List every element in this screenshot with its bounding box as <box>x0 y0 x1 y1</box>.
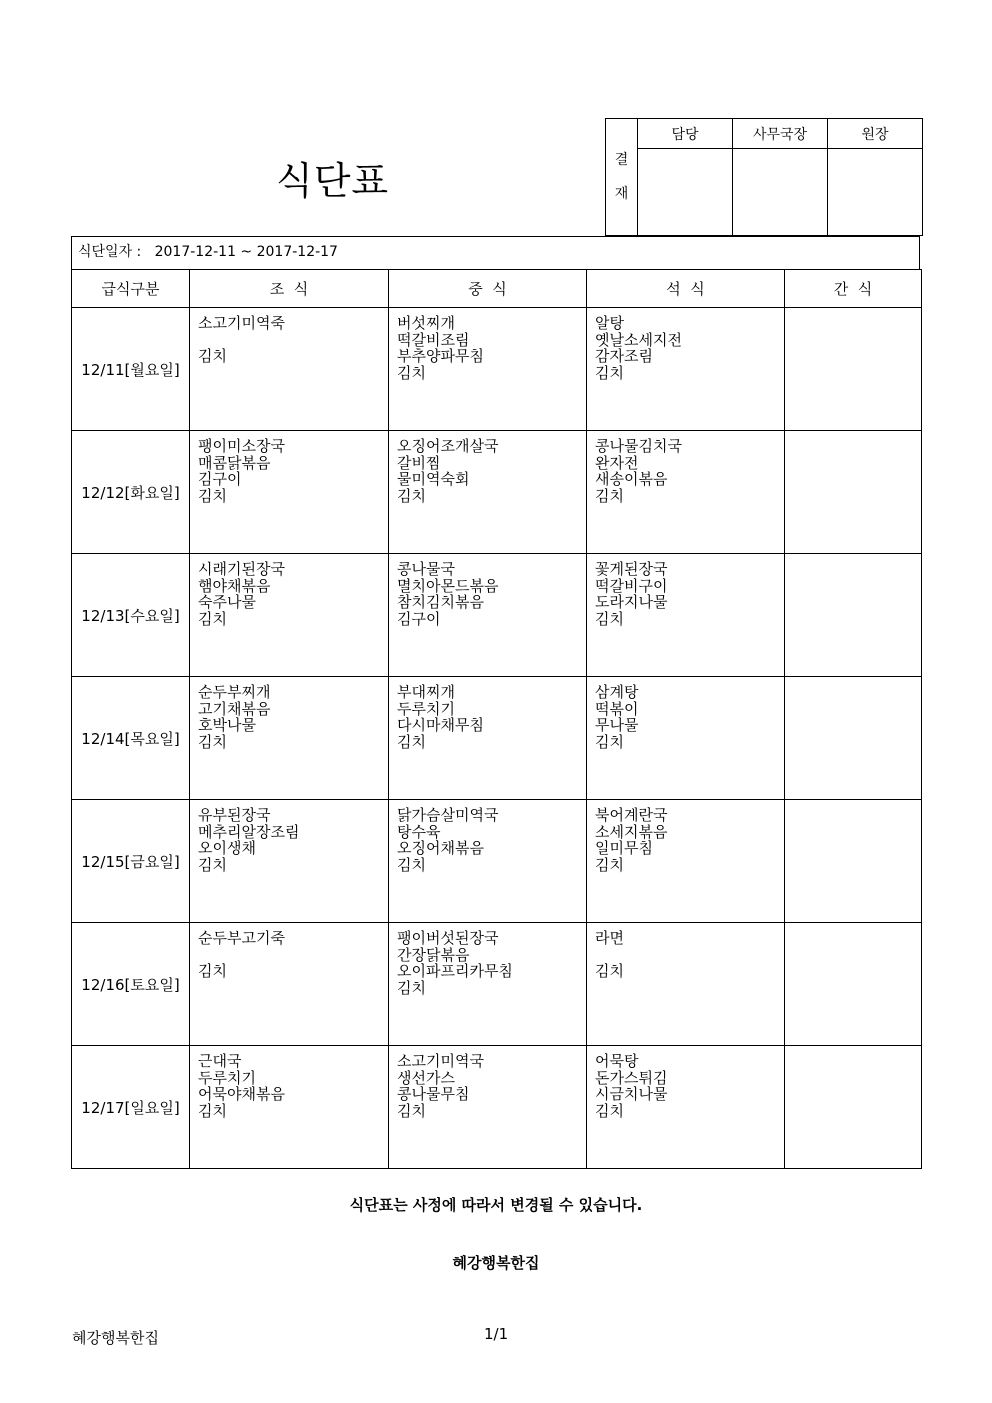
breakfast-cell <box>190 431 389 554</box>
menu-item: 멸치아몬드볶음 <box>397 576 499 595</box>
menu-item: 김치 <box>397 486 426 505</box>
menu-item: 떡갈비구이 <box>595 576 668 595</box>
breakfast-cell <box>190 923 389 1046</box>
lunch-cell <box>389 923 587 1046</box>
menu-item: 김치 <box>198 1101 227 1120</box>
menu-item: 오징어채볶음 <box>397 839 484 857</box>
menu-item: 소고기미역국 <box>397 1052 484 1070</box>
menu-item: 김치 <box>595 855 624 874</box>
menu-item: 김치 <box>397 978 426 997</box>
menu-item: 시래기된장국 <box>198 560 285 578</box>
menu-item: 호박나물 <box>198 716 256 734</box>
menu-item: 팽이미소장국 <box>198 437 285 455</box>
menu-item: 근대국 <box>198 1052 242 1070</box>
menu-item: 김치 <box>595 363 624 382</box>
menu-item: 떡볶이 <box>595 699 639 718</box>
approval-side-label <box>606 119 638 236</box>
menu-item: 김치 <box>397 363 426 382</box>
menu-item: 어묵야채볶음 <box>198 1085 285 1103</box>
table-row <box>72 308 922 431</box>
menu-item: 김치 <box>595 732 624 751</box>
approval-role-director: 원장 <box>828 119 923 149</box>
menu-item: 부추양파무침 <box>397 347 484 365</box>
menu-item: 다시마채무침 <box>397 716 484 734</box>
day-label: 12/12[화요일] <box>72 431 190 554</box>
menu-item: 콩나물무침 <box>397 1085 470 1103</box>
dinner-cell <box>587 677 785 800</box>
table-row <box>72 431 922 554</box>
snack-cell <box>785 308 922 431</box>
menu-item: 무나물 <box>595 716 639 734</box>
menu-item: 김치 <box>198 609 227 628</box>
menu-item: 소고기미역죽 <box>198 314 285 332</box>
menu-item: 순두부찌개 <box>198 683 271 701</box>
menu-item: 두루치기 <box>198 1068 256 1087</box>
menu-item: 김구이 <box>397 609 441 628</box>
organization-name: 혜강행복한집 <box>452 1254 540 1272</box>
approval-box <box>605 118 923 236</box>
approval-sign-director <box>828 149 923 236</box>
menu-item: 삼계탕 <box>595 683 639 701</box>
page-title: 식단표 <box>276 159 390 203</box>
dinner-cell <box>587 1046 785 1169</box>
menu-item: 라면 <box>595 929 624 947</box>
snack-cell <box>785 800 922 923</box>
menu-item <box>198 332 388 349</box>
day-label: 12/14[목요일] <box>72 677 190 800</box>
menu-item: 유부된장국 <box>198 806 271 824</box>
lunch-cell <box>389 554 587 677</box>
menu-item: 김치 <box>198 347 227 365</box>
menu-item: 김치 <box>198 486 227 505</box>
date-range: 식단일자 : 2017-12-11 ~ 2017-12-17 <box>71 236 920 269</box>
footer-page-number: 1/1 <box>484 1325 509 1343</box>
menu-item: 콩나물국 <box>397 560 455 578</box>
menu-item: 콩나물김치국 <box>595 437 682 455</box>
approval-role-secretary: 사무국장 <box>733 119 828 149</box>
lunch-cell <box>389 431 587 554</box>
menu-item: 김치 <box>198 732 227 751</box>
snack-cell <box>785 431 922 554</box>
menu-item: 북어계란국 <box>595 806 668 824</box>
menu-item: 김치 <box>397 1101 426 1120</box>
menu-item: 순두부고기죽 <box>198 929 285 947</box>
lunch-cell <box>389 308 587 431</box>
approval-role-staff: 담당 <box>638 119 733 149</box>
breakfast-cell <box>190 1046 389 1169</box>
menu-item <box>198 947 388 964</box>
dinner-cell <box>587 431 785 554</box>
menu-item: 부대찌개 <box>397 683 455 701</box>
menu-item: 김치 <box>595 1101 624 1120</box>
snack-cell <box>785 554 922 677</box>
menu-item: 김치 <box>595 486 624 505</box>
menu-item: 떡갈비조림 <box>397 330 470 349</box>
menu-item: 도라지나물 <box>595 593 668 611</box>
table-row <box>72 1046 922 1169</box>
menu-item: 꽃게된장국 <box>595 560 668 578</box>
menu-item: 알탕 <box>595 314 624 332</box>
menu-item: 김치 <box>198 855 227 874</box>
menu-item: 숙주나물 <box>198 593 256 611</box>
day-label: 12/15[금요일] <box>72 800 190 923</box>
breakfast-cell <box>190 554 389 677</box>
menu-item: 간장닭볶음 <box>397 945 470 964</box>
day-label: 12/17[일요일] <box>72 1046 190 1169</box>
snack-cell <box>785 677 922 800</box>
header-breakfast: 조 식 <box>190 270 389 308</box>
breakfast-cell <box>190 677 389 800</box>
header-dinner: 석 식 <box>587 270 785 308</box>
approval-side-label-2: 재 <box>614 186 629 202</box>
menu-item: 두루치기 <box>397 699 455 718</box>
lunch-cell <box>389 1046 587 1169</box>
dinner-cell <box>587 800 785 923</box>
menu-item <box>595 947 784 964</box>
change-notice: 식단표는 사정에 따라서 변경될 수 있습니다. <box>349 1196 643 1214</box>
menu-item: 김구이 <box>198 470 242 488</box>
menu-item: 김치 <box>595 962 624 980</box>
menu-item: 갈비찜 <box>397 453 441 472</box>
snack-cell <box>785 1046 922 1169</box>
menu-item: 탕수육 <box>397 822 441 841</box>
menu-item: 시금치나물 <box>595 1085 668 1103</box>
dinner-cell <box>587 923 785 1046</box>
menu-item: 닭가슴살미역국 <box>397 806 499 824</box>
menu-item: 옛날소세지전 <box>595 330 682 349</box>
menu-item: 김치 <box>595 609 624 628</box>
header-category: 급식구분 <box>72 270 190 308</box>
dinner-cell <box>587 554 785 677</box>
menu-item: 오이파프리카무침 <box>397 962 513 980</box>
menu-item: 물미역숙회 <box>397 470 470 488</box>
footer-organization: 혜강행복한집 <box>72 1329 159 1347</box>
approval-side-label-1: 결 <box>614 152 629 168</box>
menu-item: 새송이볶음 <box>595 470 668 488</box>
snack-cell <box>785 923 922 1046</box>
menu-item: 매콤닭볶음 <box>198 453 271 472</box>
dinner-cell <box>587 308 785 431</box>
menu-item: 김치 <box>397 855 426 874</box>
menu-item: 어묵탕 <box>595 1052 639 1070</box>
menu-item: 생선가스 <box>397 1068 455 1087</box>
menu-item: 김치 <box>198 962 227 980</box>
menu-item: 참치김치볶음 <box>397 593 484 611</box>
menu-item: 버섯찌개 <box>397 314 455 332</box>
table-row <box>72 677 922 800</box>
table-row <box>72 554 922 677</box>
menu-item: 햄야채볶음 <box>198 576 271 595</box>
day-label: 12/16[토요일] <box>72 923 190 1046</box>
day-label: 12/13[수요일] <box>72 554 190 677</box>
breakfast-cell <box>190 308 389 431</box>
menu-item: 돈가스튀김 <box>595 1068 668 1087</box>
menu-item: 메추리알장조림 <box>198 822 300 841</box>
menu-item: 김치 <box>397 732 426 751</box>
menu-item: 소세지볶음 <box>595 822 668 841</box>
menu-item: 고기채볶음 <box>198 699 271 718</box>
menu-item: 오이생채 <box>198 839 256 857</box>
menu-header-row <box>72 270 922 308</box>
table-row <box>72 923 922 1046</box>
menu-item: 오징어조개살국 <box>397 437 499 455</box>
approval-sign-secretary <box>733 149 828 236</box>
lunch-cell <box>389 677 587 800</box>
approval-sign-staff <box>638 149 733 236</box>
menu-table <box>71 269 922 1169</box>
menu-item: 일미무침 <box>595 839 653 857</box>
menu-item: 감자조림 <box>595 347 653 365</box>
breakfast-cell <box>190 800 389 923</box>
header-lunch: 중 식 <box>389 270 587 308</box>
table-row <box>72 800 922 923</box>
header-snack: 간 식 <box>785 270 922 308</box>
day-label: 12/11[월요일] <box>72 308 190 431</box>
menu-item: 팽이버섯된장국 <box>397 929 499 947</box>
menu-item: 완자전 <box>595 453 639 472</box>
lunch-cell <box>389 800 587 923</box>
